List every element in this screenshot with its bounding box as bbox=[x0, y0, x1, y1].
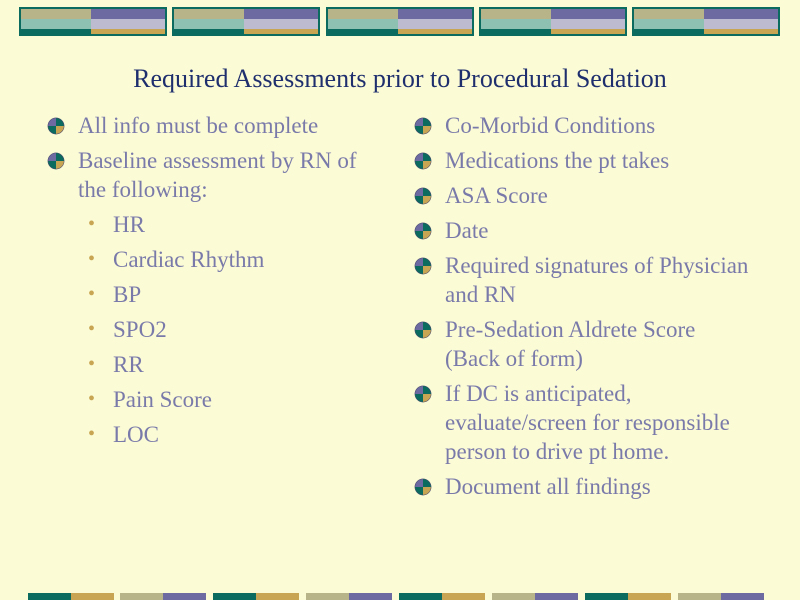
sub-list-item bbox=[47, 385, 387, 414]
round-dot-icon: • bbox=[88, 283, 96, 305]
slide-title: Required Assessments prior to Procedural Sedation bbox=[133, 64, 667, 93]
quartered-circle-bullet-icon bbox=[414, 321, 432, 339]
list-item bbox=[414, 181, 754, 210]
sub-list-item-text: Pain Score bbox=[113, 387, 213, 412]
list-item bbox=[414, 315, 754, 373]
sub-list-item-text: SPO2 bbox=[113, 317, 167, 342]
header-decor-tile-5 bbox=[632, 7, 780, 36]
list-item-text: Required signatures of Physician and RN bbox=[445, 253, 749, 307]
sub-list-item bbox=[47, 315, 387, 344]
round-dot-icon: • bbox=[88, 248, 96, 270]
list-item-text: Medications the pt takes bbox=[445, 148, 670, 173]
sub-list-item bbox=[47, 350, 387, 379]
sub-list-item bbox=[47, 245, 387, 274]
round-dot-icon: • bbox=[88, 423, 96, 445]
sub-list-item-text: RR bbox=[113, 352, 144, 377]
list-item-text: Baseline assessment by RN of the following: bbox=[78, 148, 357, 202]
list-item bbox=[414, 251, 754, 309]
round-dot-icon: • bbox=[88, 213, 96, 235]
quartered-circle-bullet-icon bbox=[414, 385, 432, 403]
list-item bbox=[47, 146, 387, 204]
list-item-text: All info must be complete bbox=[78, 113, 319, 138]
list-item-text: If DC is anticipated, evaluate/screen for responsible person to drive pt home. bbox=[445, 381, 730, 464]
round-dot-icon: • bbox=[88, 353, 96, 375]
list-item bbox=[414, 146, 754, 175]
header-decor-tile-4 bbox=[479, 7, 627, 36]
right-bullet-list bbox=[414, 111, 754, 507]
list-item-text: Date bbox=[445, 218, 489, 243]
list-item-text: Document all findings bbox=[445, 474, 651, 499]
list-item-text: Co-Morbid Conditions bbox=[445, 113, 656, 138]
quartered-circle-bullet-icon bbox=[47, 117, 65, 135]
list-item-text: ASA Score bbox=[445, 183, 548, 208]
footer-decor-strip bbox=[28, 593, 772, 600]
sub-list-item-text: LOC bbox=[113, 422, 159, 447]
sub-bullet-list bbox=[47, 210, 387, 449]
list-item bbox=[414, 379, 754, 466]
sub-list-item bbox=[47, 280, 387, 309]
left-bullet-list bbox=[47, 111, 387, 455]
sub-list-item-text: Cardiac Rhythm bbox=[113, 247, 265, 272]
round-dot-icon: • bbox=[88, 318, 96, 340]
quartered-circle-bullet-icon bbox=[414, 117, 432, 135]
quartered-circle-bullet-icon bbox=[414, 257, 432, 275]
list-item bbox=[414, 216, 754, 245]
quartered-circle-bullet-icon bbox=[414, 187, 432, 205]
header-decor-tile-1 bbox=[19, 7, 167, 36]
quartered-circle-bullet-icon bbox=[414, 222, 432, 240]
round-dot-icon: • bbox=[88, 388, 96, 410]
quartered-circle-bullet-icon bbox=[414, 478, 432, 496]
quartered-circle-bullet-icon bbox=[414, 152, 432, 170]
sub-list-item bbox=[47, 420, 387, 449]
list-item bbox=[414, 111, 754, 140]
list-item bbox=[47, 111, 387, 140]
sub-list-item-text: BP bbox=[113, 282, 142, 307]
sub-list-item-text: HR bbox=[113, 212, 145, 237]
sub-list-item bbox=[47, 210, 387, 239]
list-item bbox=[414, 472, 754, 501]
list-item-text: Pre-Sedation Aldrete Score (Back of form) bbox=[445, 317, 696, 371]
header-decor-tile-2 bbox=[172, 7, 320, 36]
quartered-circle-bullet-icon bbox=[47, 152, 65, 170]
header-decor-tile-3 bbox=[326, 7, 474, 36]
